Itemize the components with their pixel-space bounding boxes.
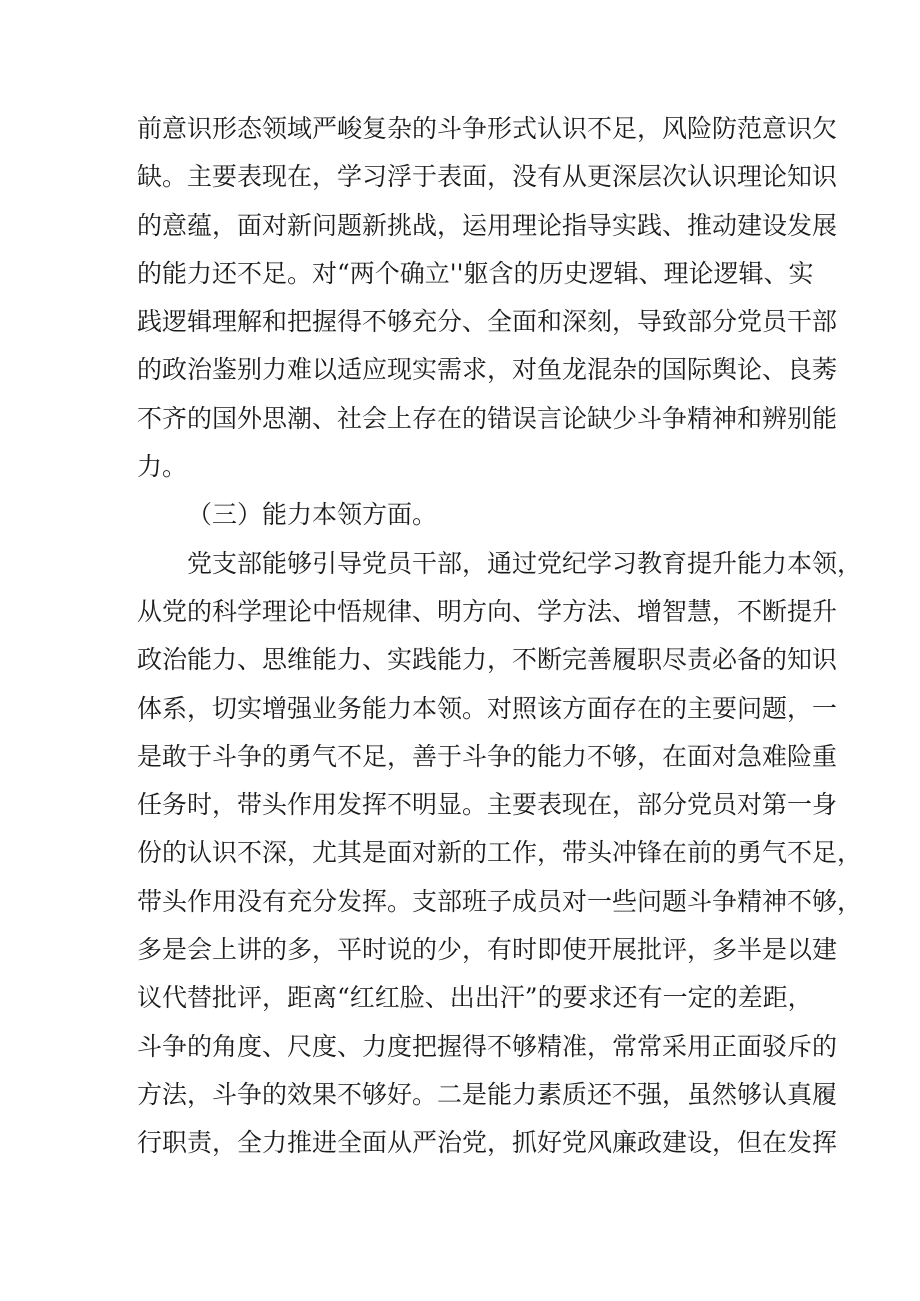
- text-line: 份的认识不深，尤其是面对新的工作，带头冲锋在前的勇气不足，: [137, 838, 863, 868]
- text-line: 斗争的角度、尺度、力度把握得不够精准，常常采用正面驳斥的: [137, 1031, 838, 1061]
- text-line: 行职责，全力推进全面从严治党，抓好党风廉政建设，但在发挥: [137, 1128, 838, 1158]
- text-line: 方法，斗争的效果不够好。二是能力素质还不强，虽然够认真履: [137, 1079, 838, 1109]
- text-line: 缺。主要表现在，学习浮于表面，没有从更深层次认识理论知识: [137, 162, 838, 192]
- text-line: 党支部能够引导党员干部，通过党纪学习教育提升能力本领，: [187, 548, 863, 578]
- text-line: 带头作用没有充分发挥。支部班子成员对一些问题斗争精神不够，: [137, 886, 863, 916]
- section-heading: （三）能力本领方面。: [187, 500, 438, 530]
- document-body: [137, 105, 863, 1168]
- text-line: 任务时，带头作用发挥不明显。主要表现在，部分党员对第一身: [137, 790, 838, 820]
- text-line: 议代替批评，距离“红红脸、出出汗”的要求还有一定的差距，: [137, 983, 813, 1013]
- text-line: 前意识形态领域严峻复杂的斗争形式认识不足，风险防范意识欠: [137, 114, 838, 143]
- text-line: 力。: [137, 452, 188, 482]
- text-line: 的政治鉴别力难以适应现实需求，对鱼龙混杂的国际舆论、良莠: [137, 355, 838, 385]
- text-line: 政治能力、思维能力、实践能力，不断完善履职尽责必备的知识: [137, 645, 838, 675]
- text-line: 多是会上讲的多，平时说的少，有时即使开展批评，多半是以建: [137, 935, 838, 965]
- text-line: 从党的科学理论中悟规律、明方向、学方法、增智慧，不断提升: [137, 596, 838, 626]
- text-line: 体系，切实增强业务能力本领。对照该方面存在的主要问题，一: [137, 693, 838, 723]
- text-line: 践逻辑理解和把握得不够充分、全面和深刻，导致部分党员干部: [137, 307, 838, 337]
- text-line: 的能力还不足。对“两个确立''躯含的历史逻辑、理论逻辑、实: [137, 258, 814, 288]
- text-line: 是敢于斗争的勇气不足，善于斗争的能力不够，在面对急难险重: [137, 741, 838, 771]
- text-line: 不齐的国外思潮、社会上存在的错误言论缺少斗争精神和辨别能: [137, 403, 838, 433]
- text-line: 的意蕴，面对新问题新挑战，运用理论指导实践、推动建设发展: [137, 210, 838, 240]
